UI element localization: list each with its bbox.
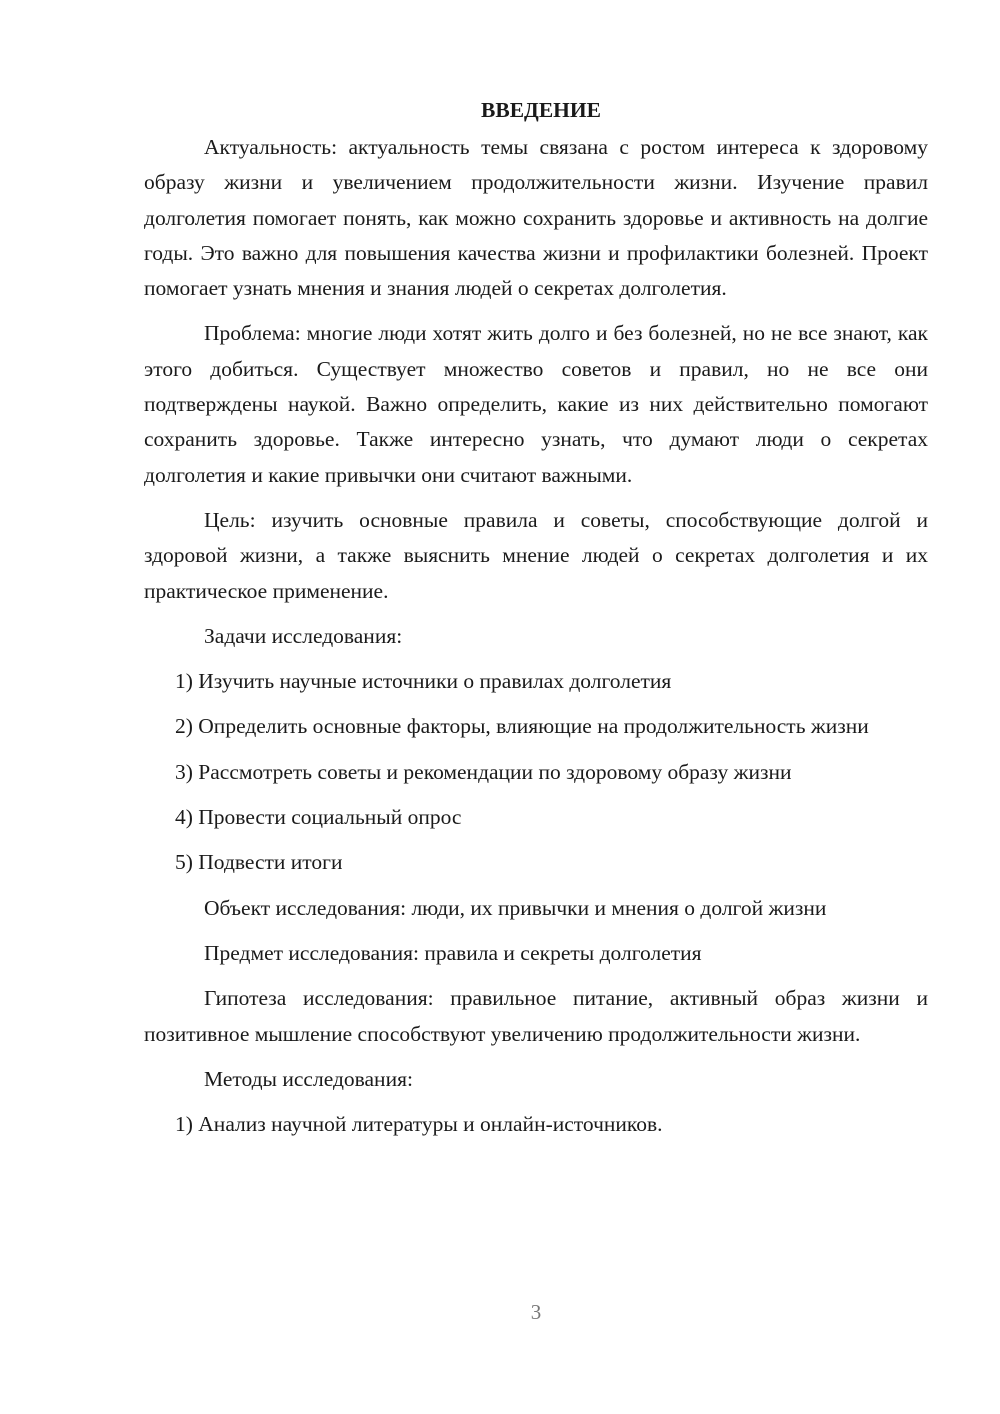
document-page xyxy=(144,92,928,1152)
hypothesis-paragraph: Гипотеза исследования: правильное питание, активный образ жизни и позитивное мышление способствуют увеличению продолжительности жизни. xyxy=(144,986,928,1046)
goal-paragraph: Цель: изучить основные правила и советы, способствующие долгой и здоровой жизни, а также выяснить мнение людей о секретах долголетия и их практическое применение. xyxy=(144,507,928,603)
task-item-3: 3) Рассмотреть советы и рекомендации по здоровому образу жизни xyxy=(175,759,792,784)
task-item-4: 4) Провести социальный опрос xyxy=(175,805,462,830)
relevance-paragraph: Актуальность: актуальность темы связана с ростом интереса к здоровому образу жизни и увеличением продолжительности жизни. Изучение правил долголетия помогает понять, как можно сохранить здоровье и активность на долгие годы. Это важно для повышения качества жизни и профилактики болезней. Проект помогает узнать мнения и знания людей о секретах долголетия. xyxy=(144,135,928,301)
subject-line: Предмет исследования: правила и секреты долголетия xyxy=(204,940,702,965)
task-item-5: 5) Подвести итоги xyxy=(175,850,343,875)
tasks-title: Задачи исследования: xyxy=(204,623,403,648)
task-item-2: 2) Определить основные факторы, влияющие на продолжительность жизни xyxy=(175,714,869,739)
problem-paragraph: Проблема: многие люди хотят жить долго и без болезней, но не все знают, как этого добиться. Существует множество советов и правил, но не все они подтверждены наукой. Важно определить, какие из них действительно помогают сохранить здоровье. Также интересно узнать, что думают люди о секретах долголетия и какие привычки они считают важными. xyxy=(144,321,928,487)
task-item-1: 1) Изучить научные источники о правилах долголетия xyxy=(175,669,672,694)
page-number: 3 xyxy=(530,1300,542,1324)
method-item-1: 1) Анализ научной литературы и онлайн-источников. xyxy=(175,1112,663,1137)
section-heading: ВВЕДЕНИЕ xyxy=(481,98,601,122)
methods-title: Методы исследования: xyxy=(204,1066,413,1091)
object-line: Объект исследования: люди, их привычки и мнения о долгой жизни xyxy=(204,895,827,920)
